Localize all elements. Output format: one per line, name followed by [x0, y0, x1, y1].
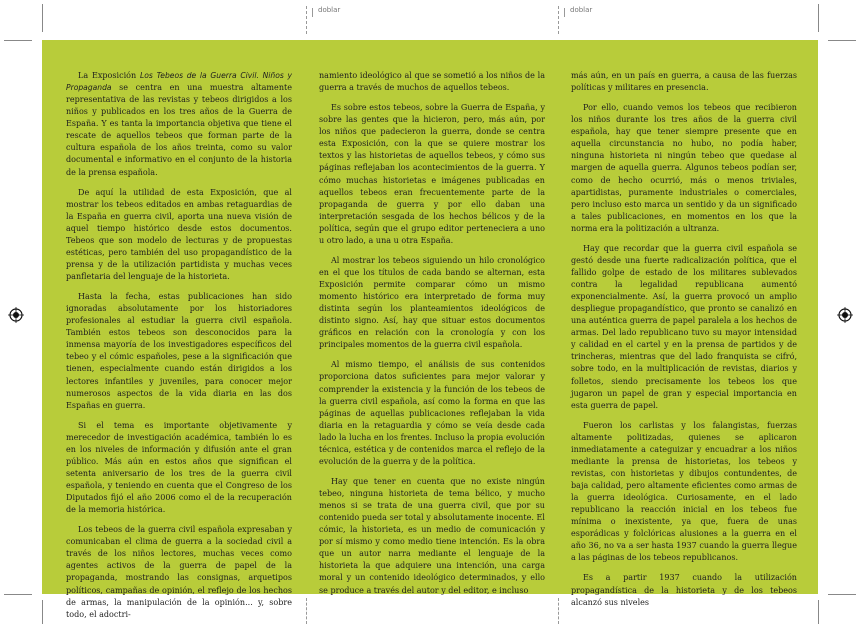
text-column-1	[66, 70, 292, 629]
paragraph	[66, 420, 292, 517]
paragraph-text: Hay que tener en cuenta que no existe ningún tebeo, ninguna historieta de tema bélico, y mucho menos si se trata de una guerra civil, que por su contenido pueda ser total y absolutamente inocente. El cómic, la historieta, es un medio de comunicación y por sí mismo y como medio tiene intención. Es la obra que un autor narra mediante el lenguaje de la historieta la que adquiere una intención, una carga moral y un contenido ideológico determinados, y ello se produce a través del autor y del editor, e incluso	[319, 476, 545, 595]
paragraph-text: Hasta la fecha, estas publicaciones han sido ignoradas absolutamente por los historiadores profesionales al estudiar la guerra civil española. También estos tebeos son desconocidos para la inmensa mayoría de los investigadores específicos del tebeo y el cómic españoles, pese a la significación que tienen, especialmente cuando están dirigidos a los lectores infantiles y juveniles, para conocer mejor numerosos aspectos de la vida diaria en las dos Españas en guerra.	[66, 292, 292, 410]
paragraph-text: Hay que recordar que la guerra civil española se gestó desde una fuerte radicalización política, que el fallido golpe de estado de los militares sublevados contra la legalidad republicana aumentó exponencialmente. Así, la guerra provocó un amplio despliegue propagandístico, que pronto se canalizó en una auténtica guerra de papel paralela a los hechos de armas. Del lado republicano tuvo su mayor intensidad y calidad en el cartel y en la prensa de partidos y de trincheras, mientras que del lado franquista se cifró, sobre todo, en la multiplicación de revistas, diarios y folletos, siendo precisamente los tebeos los que jugaron un papel de gran y especial importancia en esta guerra de papel.	[571, 243, 797, 410]
paragraph	[319, 102, 545, 247]
paragraph	[571, 420, 797, 565]
fold-guide-bottom-right	[558, 598, 559, 624]
paragraph-text: Los tebeos de la guerra civil española expresaban y comunicaban el clima de guerra a la sociedad civil a través de los niños lectores, muchas veces como agentes activos de la guerra de papel de la propaganda, mostrando las consignas, arquetipos políticos, campañas de opinión, el reflejo de los hechos de armas, la manipulación de la opinión... y, sobre todo, el adoctri-	[66, 525, 292, 619]
fold-guide-top-right	[558, 6, 559, 34]
paragraph	[66, 524, 292, 621]
paragraph	[319, 255, 545, 352]
crop-mark-bl-h	[4, 594, 32, 595]
paragraph-text: Es sobre estos tebeos, sobre la Guerra de España, y sobre las gentes que la hicieron, pero, más aún, por los niños que padecieron la guerra, donde se centra esta Exposición, con la que se quiere mostrar los textos y las historietas de aquellos tebeos, y cómo sus páginas reflejaban los acontecimientos de la guerra. Y cómo muchas historietas e imágenes publicadas en aquellos tebeos eran frecuentemente parte de la propaganda de guerra y por ello daban una interpretación sesgada de los hechos bélicos y de la política, según que el grupo editor perteneciera a uno u otro lado, a una u otra España.	[319, 103, 545, 245]
paragraph-text: Si el tema es importante objetivamente y merecedor de investigación académica, también lo es en los niveles de información y difusión ante el gran público. Más aún en estos años que significan el setenta aniversario de los tres de la guerra civil española, y teniendo en cuenta que el Congreso de los Diputados fijó el año 2006 como el de la recuperación de la memoria histórica.	[66, 420, 292, 515]
paragraph	[571, 243, 797, 412]
paragraph-text: Al mostrar los tebeos siguiendo un hilo cronológico en el que los títulos de cada bando se alternan, esta Exposición permite comparar cómo un mismo momento histórico era interpretado de forma muy distinta según los planteamientos ideológicos de distinto signo. Así, hay que situar estos documentos gráficos en relación con la cronología y con los principales momentos de la guerra civil española.	[319, 255, 545, 350]
paragraph-text: Al mismo tiempo, el análisis de sus contenidos proporciona datos suficientes para mejor valorar y comprender la existencia y la función de los tebeos de la guerra civil española, así como la forma en que las páginas de aquellas publicaciones reflejaban la vida diaria en la retaguardia y cómo se veía desde cada lado la lucha en los frentes. Incluso la propia evolución técnica, estética y de contenidos marca el reflejo de la evolución de la guerra y de la política.	[319, 360, 545, 466]
paragraph-text: namiento ideológico al que se sometió a los niños de la guerra a través de muchos de aquellos tebeos.	[319, 71, 545, 93]
text-column-2	[319, 70, 545, 605]
paragraph	[66, 291, 292, 412]
crop-mark-tl-h	[4, 40, 32, 41]
paragraph	[66, 70, 292, 179]
paragraph	[571, 572, 797, 608]
paragraph	[571, 102, 797, 235]
crop-mark-br-v	[818, 600, 819, 624]
paragraph-text: se centra en una muestra altamente representativa de las revistas y tebeos dirigidos a los niños y publicados en los tres años de la Guerra de España. Y es tanta la importancia objetiva que tiene el rescate de aquellos tebeos que forman parte de la cultura española de los años treinta, como su valor documental e informativo en el conjunto de la historia de la prensa española.	[66, 83, 292, 177]
paragraph	[319, 476, 545, 597]
paragraph	[319, 359, 545, 468]
paragraph-text: más aún, en un país en guerra, a causa de las fuerzas políticas y militares en presencia.	[571, 71, 797, 93]
paragraph	[571, 70, 797, 94]
crop-mark-tr-v	[818, 4, 819, 32]
fold-label-left: doblar	[318, 6, 341, 14]
paragraph	[319, 70, 545, 94]
crop-mark-bl-v	[42, 600, 43, 624]
paragraph-text: Es a partir 1937 cuando la utilización propagandística de la historieta y de los tebeos alcanzó sus niveles	[571, 573, 797, 607]
text-column-3	[571, 70, 797, 617]
exhibition-title-italic: Los Tebeos de la Guerra Civil. Niños y Propaganda	[66, 71, 292, 93]
paragraph-text: De aquí la utilidad de esta Exposición, que al mostrar los tebeos editados en ambas retaguardias de la España en guerra civil, aporta una nueva visión de aquel tiempo histórico desde estos documentos. Tebeos que son modelo de lecturas y de propuestas estéticas, pero también del uso propagandístico de la prensa y de la utilización partidista y muchas veces panfletaria del lenguaje de la historieta.	[66, 187, 292, 281]
paragraph-text: Por ello, cuando vemos los tebeos que recibieron los niños durante los tres años de la guerra civil española, hay que tener siempre presente que en aquella circunstancia no hubo, no podía haber, ninguna historieta ni ningún tebeo que quedase al margen de aquella guerra. Algunos tebeos podían ser, como de hecho ocurrió, más o menos triviales, apartidistas, puramente industriales o comerciales, pero incluso esto marca un sentido y da un significado a tales publicaciones, en momentos en los que la norma era la politización a ultranza.	[571, 103, 797, 233]
registration-mark-right-icon	[837, 307, 853, 323]
crop-mark-tr-h	[828, 40, 856, 41]
paragraph-text: Fueron los carlistas y los falangistas, fuerzas altamente politizadas, quienes se aplicaron inmediatamente a categuizar y encuadrar a los niños mediante la prensa de historietas, los tebeos y revistas, con historietas y dibujos contundentes, de baja calidad, pero altamente eficientes como armas de la guerra ideológica. Curiosamente, en el lado republicano la reacción inicial en los tebeos fue mínima o inexistente, ya que, fuera de unas esporádicas y folclóricas alusiones a la guerra en el año 36, no va a ser hasta 1937 cuando la guerra llegue a las páginas de los tebeos republicanos.	[571, 420, 797, 563]
crop-mark-br-h	[828, 594, 856, 595]
paragraph-text: La Exposición	[78, 71, 141, 80]
crop-mark-tl-v	[42, 4, 43, 32]
fold-guide-bottom-left	[306, 598, 307, 624]
paragraph	[66, 187, 292, 284]
registration-mark-left-icon	[8, 307, 24, 323]
fold-guide-top-left	[306, 6, 307, 34]
fold-label-right: doblar	[570, 6, 593, 14]
